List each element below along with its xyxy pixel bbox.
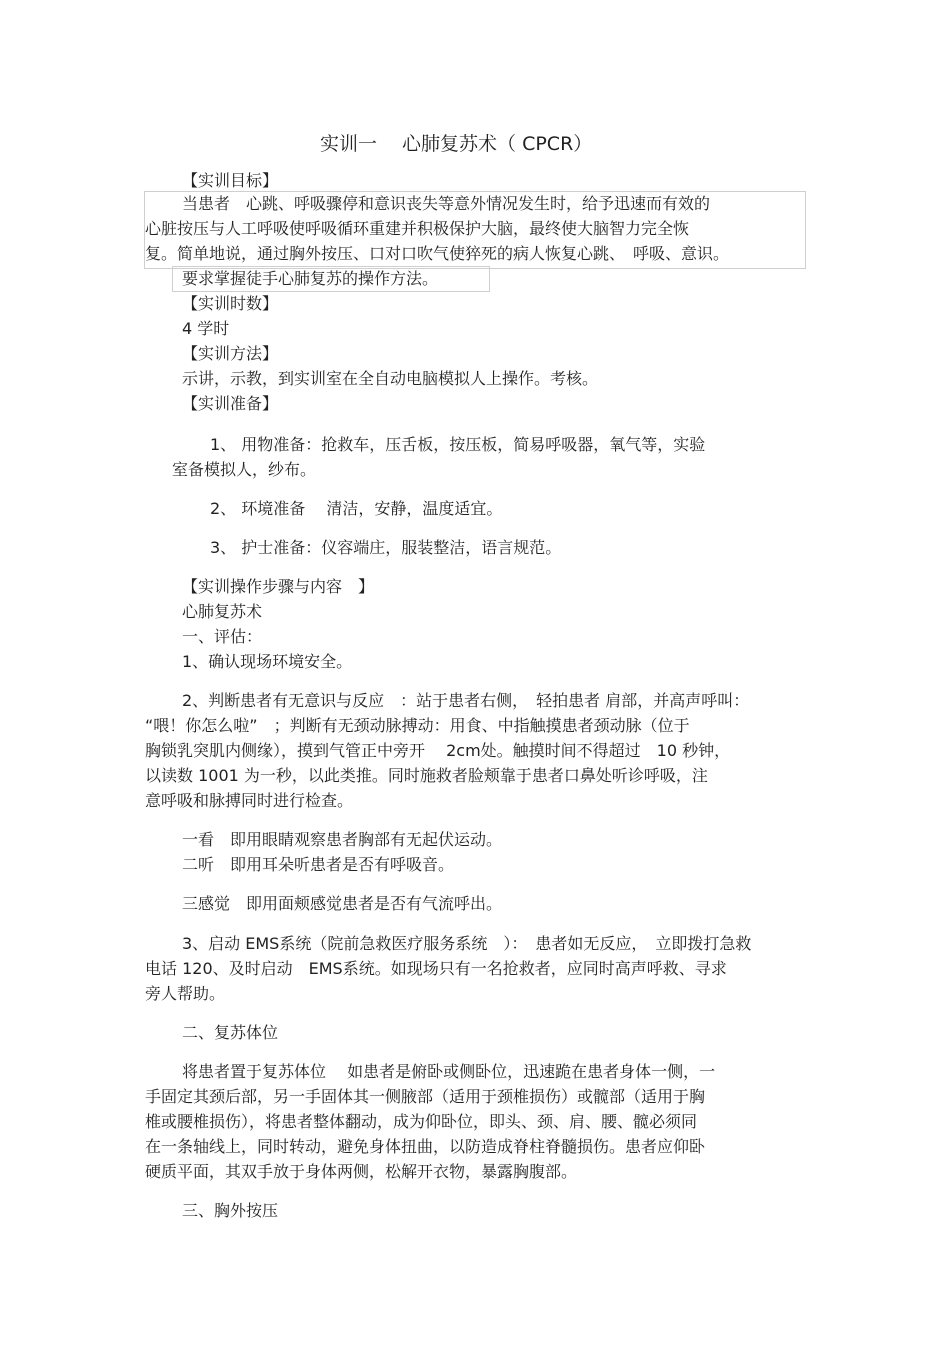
assess-item-3-line-1: 3、启动 EMS系统（院前急救医疗服务系统 ）： 患者如无反应， 立即拨打急救 xyxy=(182,934,752,953)
objective-heading: 【实训目标】 xyxy=(182,171,279,190)
position-line-3: 椎或腰椎损伤），将患者整体翻动，成为仰卧位，即头、颈、肩、腰、髋必须同 xyxy=(145,1112,698,1131)
preparation-item-2: 2、 环境准备 清洁，安静，温度适宜。 xyxy=(210,499,503,518)
objective-line-3: 复。简单地说，通过胸外按压、口对口吹气使猝死的病人恢复心跳、 呼吸、意识。 xyxy=(145,244,730,263)
position-line-4: 在一条轴线上，同时转动，避免身体扭曲，以防造成脊柱脊髓损伤。患者应仰卧 xyxy=(145,1137,706,1156)
assess-item-2-line-3: 胸锁乳突肌内侧缘），摸到气管正中旁开 2cm处。触摸时间不得超过 10 秒钟， xyxy=(145,741,731,760)
hours-value: 4 学时 xyxy=(182,319,230,338)
objective-line-2: 心脏按压与人工呼吸使呼吸循环重建并积极保护大脑，最终使大脑智力完全恢 xyxy=(145,219,690,238)
assess-heading: 一、评估： xyxy=(182,627,263,646)
assess-listen: 二听 即用耳朵听患者是否有呼吸音。 xyxy=(182,855,455,874)
assess-item-2-line-5: 意呼吸和脉搏同时进行检查。 xyxy=(145,791,354,810)
method-value: 示讲，示教，到实训室在全自动电脑模拟人上操作。考核。 xyxy=(182,369,599,388)
objective-line-1: 当患者 心跳、呼吸骤停和意识丧失等意外情况发生时，给予迅速而有效的 xyxy=(182,194,711,213)
steps-subtitle: 心肺复苏术 xyxy=(182,602,263,621)
preparation-item-1: 1、 用物准备：抢救车，压舌板，按压板，简易呼吸器，氧气等，实验 xyxy=(210,435,706,454)
position-line-2: 手固定其颈后部，另一手固体其一侧腋部（适用于颈椎损伤）或髋部（适用于胸 xyxy=(145,1087,706,1106)
assess-feel: 三感觉 即用面颊感觉患者是否有气流呼出。 xyxy=(182,894,503,913)
steps-heading: 【实训操作步骤与内容 】 xyxy=(182,577,375,596)
assess-item-1: 1、确认现场环境安全。 xyxy=(182,652,353,671)
preparation-item-3: 3、 护士准备：仪容端庄，服装整洁，语言规范。 xyxy=(210,538,562,557)
assess-item-2-line-1: 2、判断患者有无意识与反应 ：站于患者右侧， 轻拍患者 肩部，并高声呼叫： xyxy=(182,691,750,710)
assess-item-3-line-2: 电话 120、及时启动 EMS系统。如现场只有一名抢救者，应同时高声呼救、寻求 xyxy=(145,959,727,978)
assess-item-3-line-3: 旁人帮助。 xyxy=(145,984,226,1003)
assess-item-2-line-2: “喂！你怎么啦” ；判断有无颈动脉搏动：用食、中指触摸患者颈动脉（位于 xyxy=(145,716,690,735)
position-heading: 二、复苏体位 xyxy=(182,1023,279,1042)
assess-item-2-line-4: 以读数 1001 为一秒，以此类推。同时施救者脸颊靠于患者口鼻处听诊呼吸，注 xyxy=(145,766,708,785)
position-line-5: 硬质平面，其双手放于身体两侧，松解开衣物，暴露胸腹部。 xyxy=(145,1162,578,1181)
compression-heading: 三、胸外按压 xyxy=(182,1201,279,1220)
hours-heading: 【实训时数】 xyxy=(182,294,279,313)
preparation-item-1-cont: 室备模拟人，纱布。 xyxy=(172,460,317,479)
method-heading: 【实训方法】 xyxy=(182,344,279,363)
objective-line-4: 要求掌握徒手心肺复苏的操作方法。 xyxy=(182,269,439,288)
position-line-1: 将患者置于复苏体位 如患者是俯卧或侧卧位，迅速跪在患者身体一侧，一 xyxy=(182,1062,716,1081)
assess-look: 一看 即用眼睛观察患者胸部有无起伏运动。 xyxy=(182,830,503,849)
page-title: 实训一 心肺复苏术（ CPCR） xyxy=(320,133,593,155)
preparation-heading: 【实训准备】 xyxy=(182,394,279,413)
